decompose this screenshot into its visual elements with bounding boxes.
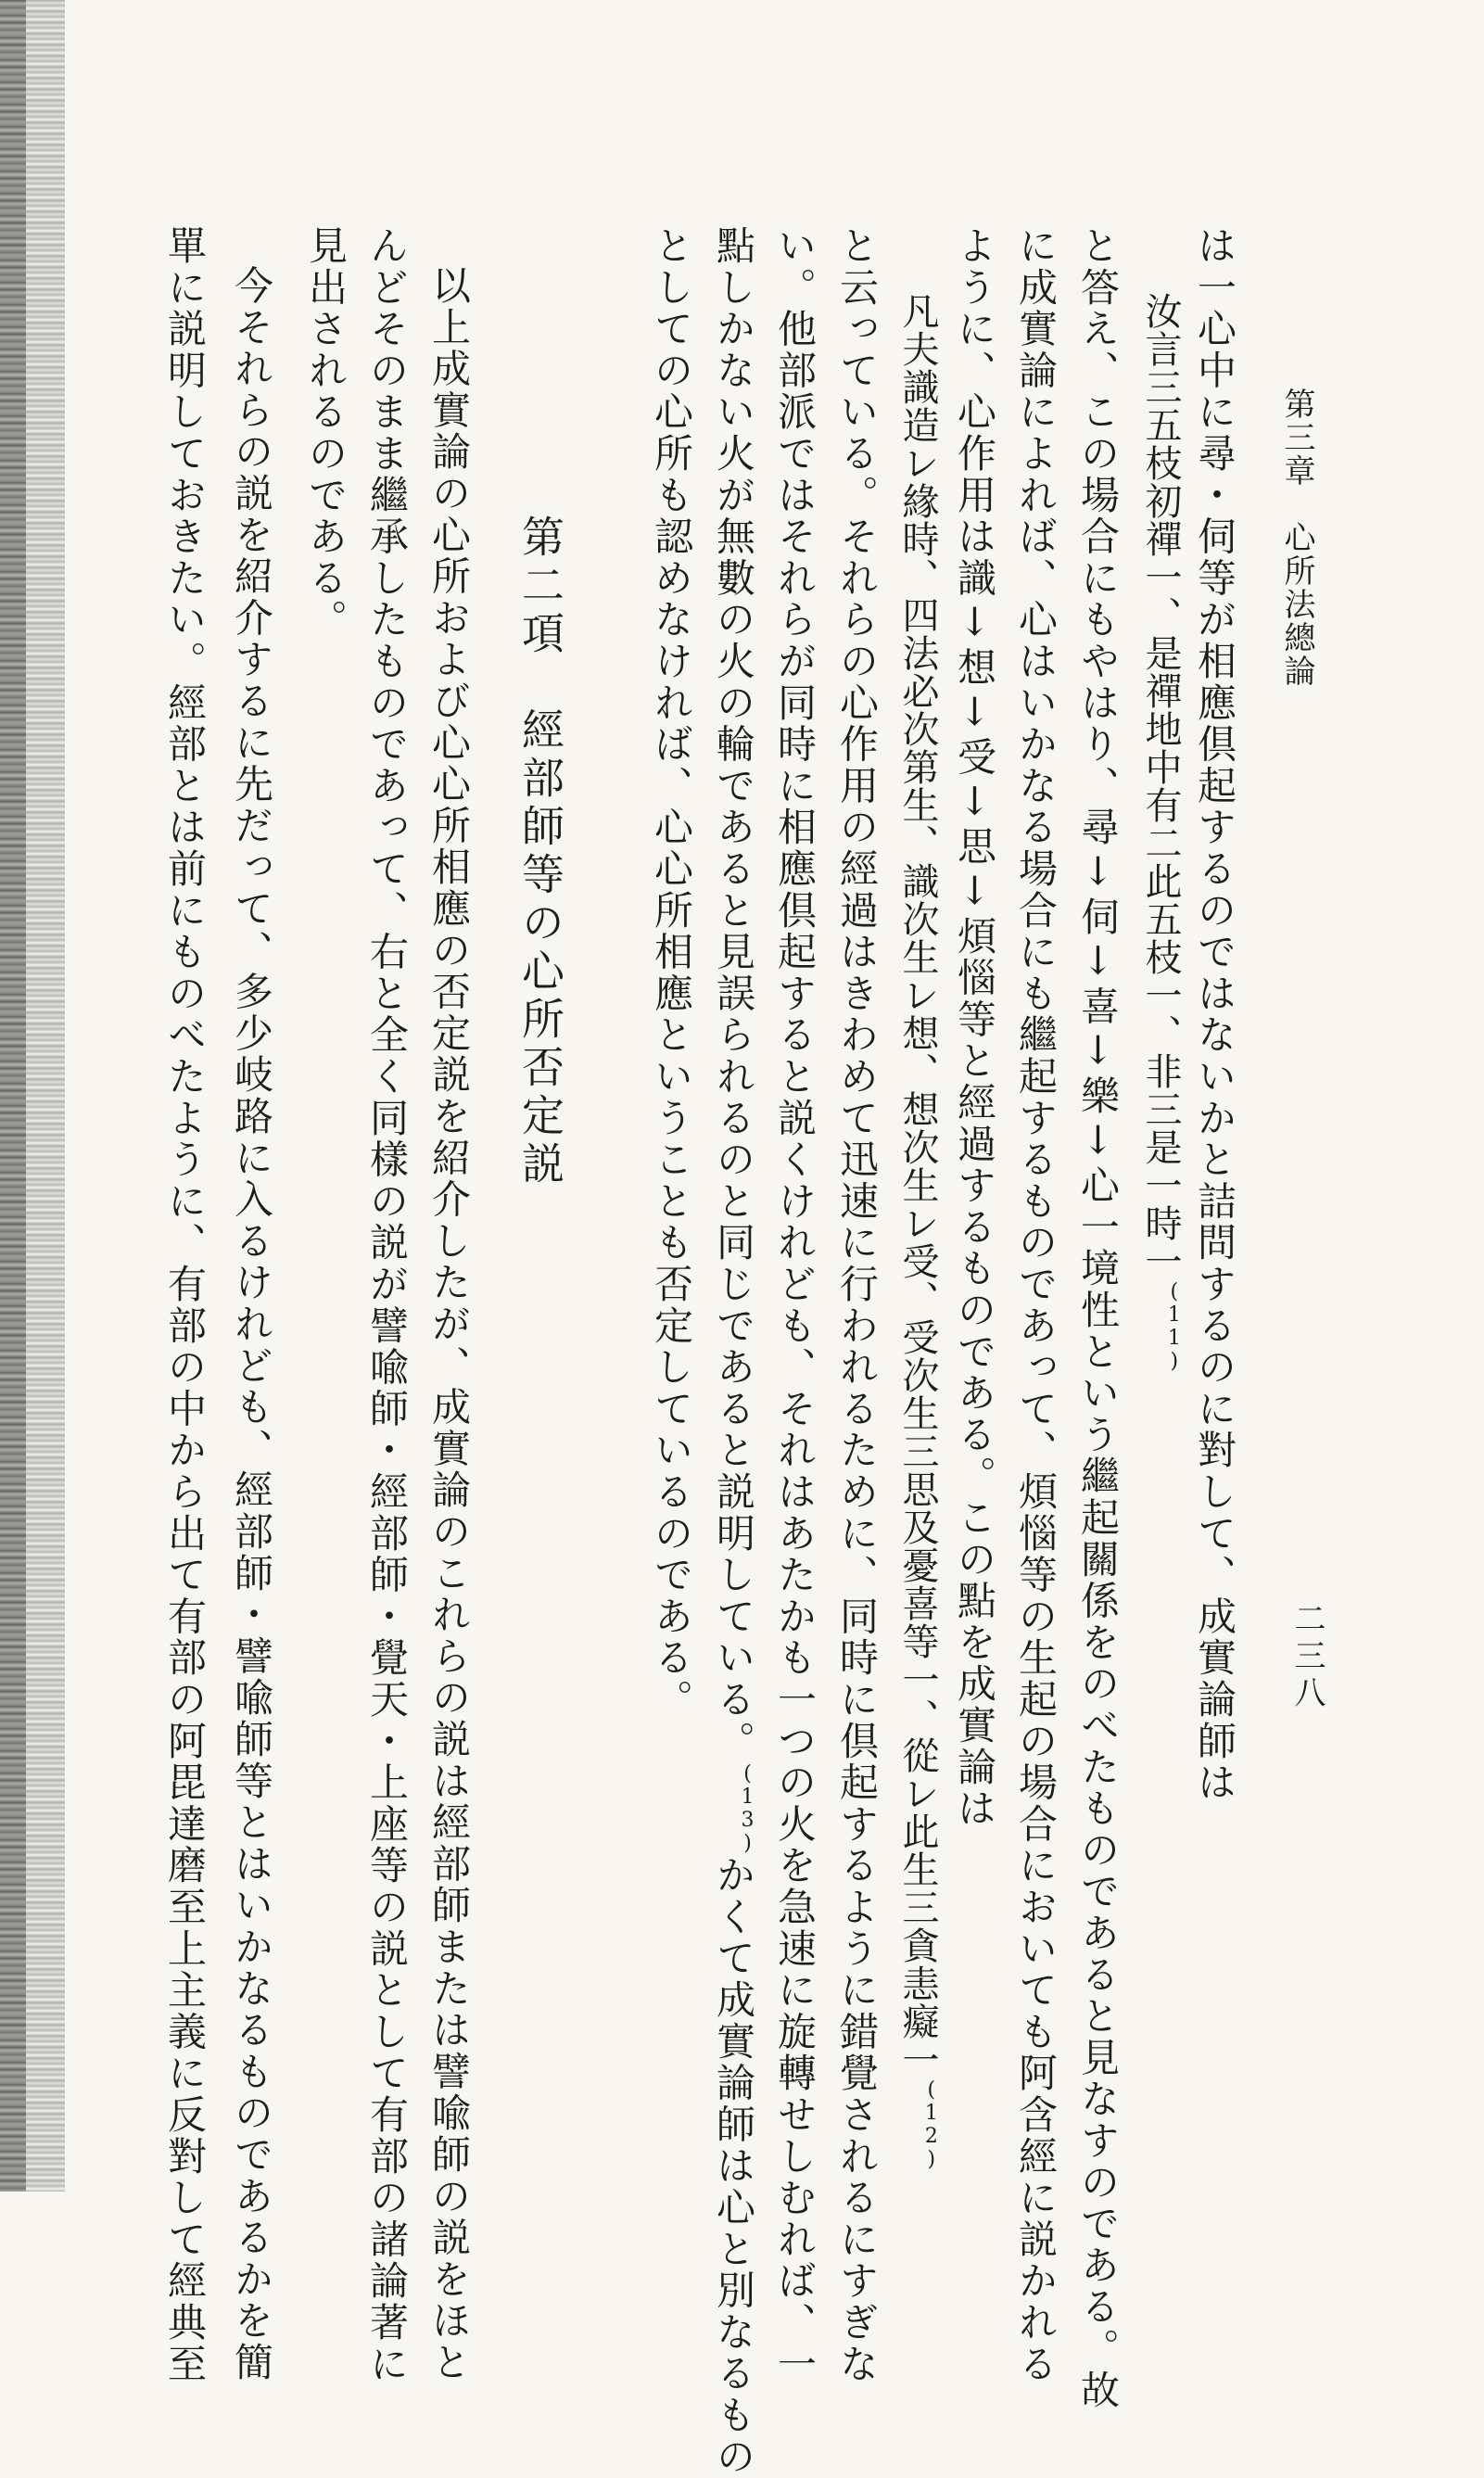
quote-text: 汝言三五枝初禪一、是禪地中有二此五枝一、非三是一時一	[1139, 292, 1182, 1280]
footnote-marker: (11)	[1162, 1280, 1186, 1373]
text-line: 單に説明しておきたい。經部とは前にものべたように、有部の中から出て有部の阿毘達磨至上主義に反對して經典至	[162, 225, 208, 2385]
text-line: と答え、この場合にもやはり、尋↓伺↓喜↓樂↓心一境性という繼起關係をのべたものであると見なすのである。故	[1075, 225, 1121, 2411]
text-segment: 點しかない火が無數の火の輪であると見誤られるのと同じであると説明している。	[711, 225, 756, 1762]
footnote-marker: (12)	[920, 2078, 944, 2171]
footnote-marker: (13)	[736, 1761, 759, 1855]
scan-shadow-edge-dark	[0, 0, 26, 2192]
quoted-passage	[896, 292, 944, 2171]
text-segment: かくて成實論師は心と別なるもの	[711, 1854, 756, 2478]
quote-text: 凡夫識造レ緣時、四法必次第生、識次生レ想、想次生レ受、受次生三思及憂喜等一、從レ此生三貪恚癡一	[896, 292, 939, 2078]
text-line: は一心中に尋・伺等が相應倶起するのではないかと詰問するのに對して、成實論師は	[1192, 225, 1237, 1804]
text-line: 見出されるのである。	[303, 225, 349, 641]
text-line	[711, 225, 759, 2478]
text-line: としての心所も認めなければ、心心所相應ということも否定しているのである。	[649, 225, 694, 1721]
text-line: 今それらの説を紹介するに先だって、多少岐路に入るけれども、經部師・譬喩師等とはいかなるものであるかを簡	[229, 265, 274, 2383]
page-number: 二三八	[1288, 1602, 1325, 1713]
text-line: に成實論によれば、心はいかなる場合にも繼起するものであって、煩惱等の生起の場合においても阿含經に説かれる	[1013, 225, 1059, 2385]
quoted-passage	[1139, 292, 1186, 1373]
section-title: 第二項 經部師等の心所否定説	[515, 515, 565, 1189]
text-line: 以上成實論の心所および心心所相應の否定説を紹介したが、成實論のこれらの説は經部師または譬喩師の説をほと	[426, 265, 472, 2383]
text-line: んどそのまま繼承したものであって、右と全く同樣の説が譬喩師・經部師・覺天・上座等の説として有部の諸論著に	[364, 225, 410, 2385]
text-line: ように、心作用は識↓想↓受↓思↓煩惱等と經過するものである。この點を成實論は	[952, 225, 997, 1830]
text-line: と云っている。それらの心作用の經過はきわめて迅速に行われるために、同時に倶起するように錯覺されるにすぎな	[834, 225, 880, 2385]
running-header: 第三章 心所法總論	[1278, 388, 1315, 688]
text-line: い。他部派ではそれらが同時に相應倶起すると説くけれども、それはあたかも一つの火を急速に旋轉せしむれば、一	[772, 225, 818, 2385]
